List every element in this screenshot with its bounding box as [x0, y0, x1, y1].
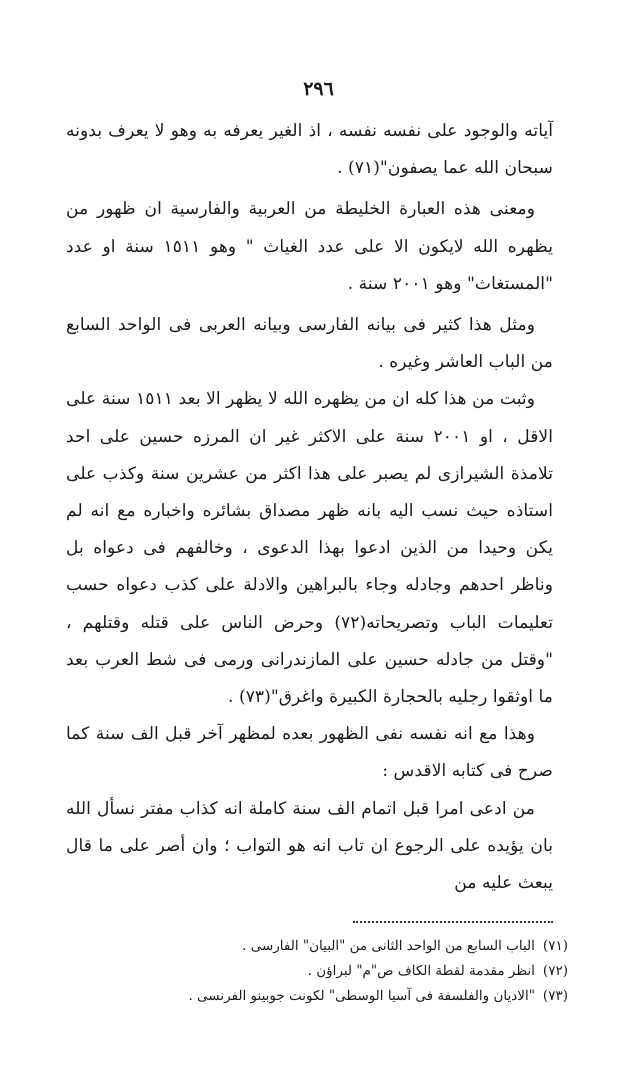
paragraph-5: وهذا مع انه نفسه نفى الظهور بعده لمظهر آخر قبل الف سنة كما صرح فى كتابه الاقدس : [66, 724, 553, 782]
footnote-73 [66, 984, 568, 1009]
paragraph-3: ومثل هذا كثير فى بيانه الفارسى وبيانه العربى فى الواحد السابع من الباب العاشر وغيره . [66, 315, 553, 373]
paragraph-1: آياته والوجود على نفسه نفسه ، اذ الغير يعرفه به وهو لا يعرف بدونه سبحان الله عما يصفون"(٧١) . [66, 121, 553, 179]
footnote-72 [66, 959, 568, 984]
footnote-number: (٧١) [542, 938, 568, 954]
paragraph-4: وثبت من هذا كله ان من يظهره الله لا يظهر الا بعد ١٥١١ سنة على الاقل ، او ٢٠٠١ سنة على الاكثر غير ان المرزه حسين على احد تلامذة الشيرازى لم يصبر على هذا اكثر من عشرين سنة وكذب على استاذه حيث نسب اليه بانه ظهر مصداق بشائره واخباره مع انه لم يكن وحيدا من الذين ادعوا بهذا الدعوى ، وخالفهم فى دعواه بل وناظر احدهم وجادله وجاء بالبراهين والادلة على كذب دعواه حسب تعليمات الباب وتصريحاته(٧٢) وحرض الناس على قتله وقتلهم ، "وقتل من جادله حسين على المازندرانى ورمى فى شط العرب بعد ما اوثقوا رجليه بالحجارة الكبيرة واغرق"(٧٣) . [66, 389, 554, 708]
paragraph-2: ومعنى هذه العبارة الخليطة من العربية والفارسية ان ظهور من يظهره الله لايكون الا على عدد الغياث " وهو ١٥١١ سنة او عدد "المستغاث" وهو ٢٠٠١ سنة . [66, 199, 553, 294]
paragraph-6: من ادعى امرا قبل اتمام الف سنة كاملة انه كذاب مفتر نسأل الله بان يؤيده على الرجوع ان تاب انه هو التواب ؛ وان أصر على ما قال يبعث عليه من [66, 798, 553, 894]
body-text [66, 113, 553, 902]
footnote-separator [353, 921, 553, 923]
footnotes [66, 934, 568, 1009]
footnote-text: انظر مقدمة لقطة الكاف ص"م" لبراؤن . [307, 963, 535, 979]
footnote-text: الباب السابع من الواحد الثانى من "البيان" الفارسى . [242, 938, 535, 954]
footnote-number: (٧٣) [542, 988, 568, 1004]
footnote-71 [66, 934, 568, 959]
page-number: ٢٩٦ [303, 78, 334, 100]
footnote-text: "الاديان والفلسفة فى آسيا الوسطى" لكونت جوبينو الفرنسى . [188, 988, 535, 1004]
footnote-number: (٧٢) [542, 963, 568, 979]
